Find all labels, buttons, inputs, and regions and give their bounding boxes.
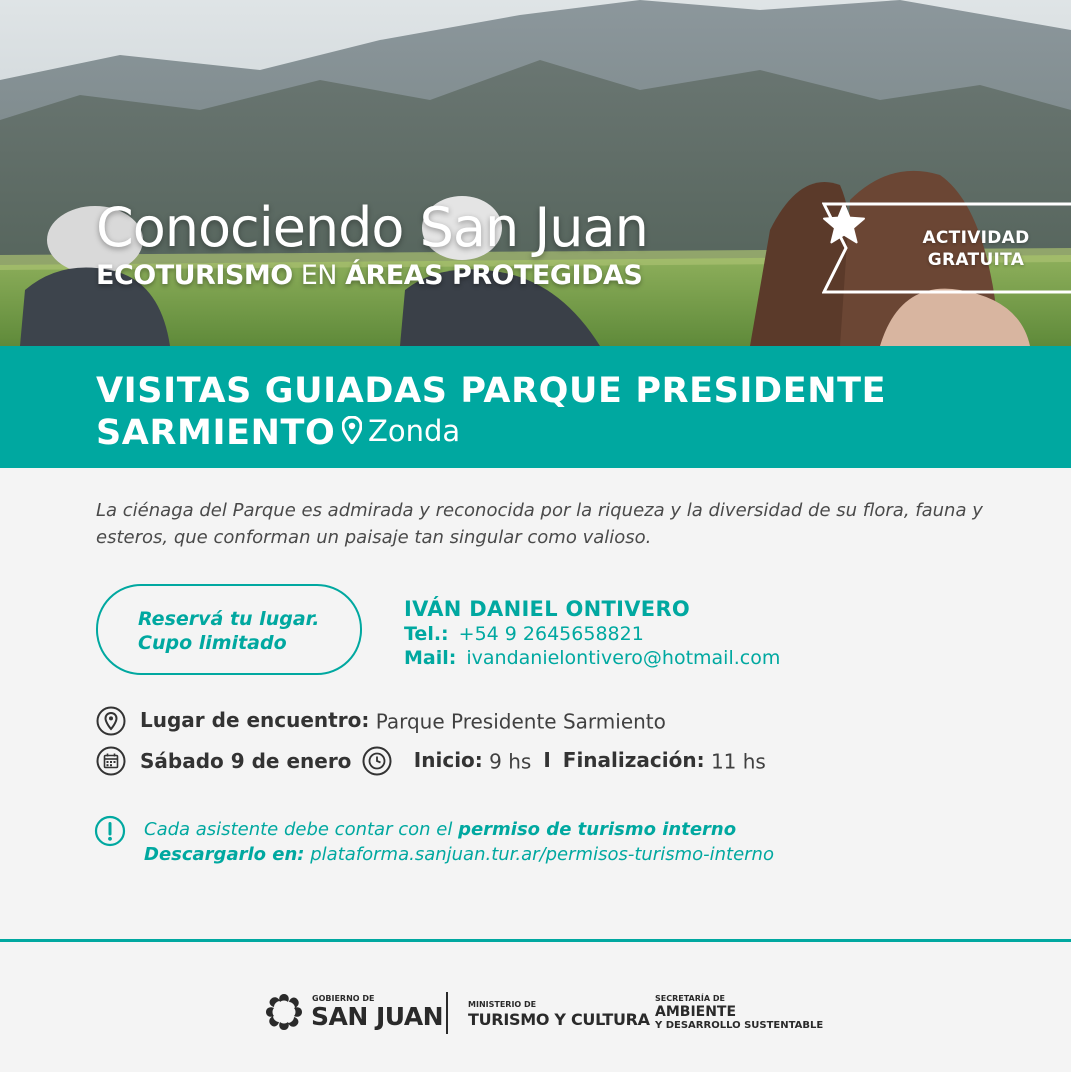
contact-name: IVÁN DANIEL ONTIVERO <box>404 597 691 621</box>
ministry-big-text: TURISMO Y CULTURA <box>468 1010 650 1029</box>
gobierno-san-juan-logo <box>262 990 444 1038</box>
star-icon <box>822 202 866 246</box>
meeting-value: Parque Presidente Sarmiento <box>375 709 666 734</box>
gov-big-text: SAN JUAN <box>311 1002 444 1031</box>
secretaria-logo <box>655 994 823 1032</box>
ministerio-logo <box>468 1000 650 1030</box>
badge-line-2: GRATUITA <box>927 250 1025 270</box>
time-separator: I <box>543 748 551 773</box>
start-label: Inicio: <box>413 748 483 773</box>
end-label: Finalización: <box>562 748 705 773</box>
subtitle-areas: ÁREAS PROTEGIDAS <box>345 260 643 291</box>
map-pin-icon <box>342 416 362 444</box>
event-title-band <box>0 346 1071 468</box>
mountain-landscape-photo <box>0 0 1071 346</box>
clock-icon <box>362 746 392 776</box>
schedule-row <box>96 746 766 776</box>
subtitle-en: EN <box>300 260 338 291</box>
footer <box>0 942 1071 1072</box>
hero-title: Conociendo San Juan <box>96 196 648 259</box>
notice-line-1 <box>144 817 774 842</box>
event-title-line-1: VISITAS GUIADAS PARQUE PRESIDENTE <box>96 371 887 411</box>
mail-value[interactable]: ivandanielontivero@hotmail.com <box>466 647 781 669</box>
contact-info <box>404 596 780 670</box>
event-location <box>342 414 460 448</box>
gov-small-text: GOBIERNO DE <box>312 994 375 1003</box>
phone-label: Tel.: <box>404 623 449 645</box>
secretary-mid-text: Y DESARROLLO SUSTENTABLE <box>655 1020 824 1031</box>
hero-banner <box>0 0 1071 346</box>
secretary-small-text: SECRETARÍA DE <box>655 994 725 1003</box>
event-description: La ciénaga del Parque es admirada y reconocida por la riqueza y la diversidad de su flora, fauna y esteros, que conforman un paisaje tan singular como valioso. <box>96 500 983 548</box>
hero-subtitle <box>96 260 642 291</box>
secretary-big-text: AMBIENTE <box>655 1004 737 1020</box>
location-icon <box>96 706 126 736</box>
footer-separator <box>446 992 448 1034</box>
end-value: 11 hs <box>710 749 766 774</box>
reserve-line-2: Cupo limitado <box>138 632 287 654</box>
event-title-line-2: SARMIENTO <box>96 413 336 453</box>
contact-phone-row <box>404 622 780 646</box>
notice-line-2-bold: Descargarlo en: <box>144 844 305 865</box>
phone-value[interactable]: +54 9 2645658821 <box>458 623 644 645</box>
notice-line-1-text: Cada asistente debe contar con el <box>144 819 453 840</box>
event-title <box>96 370 886 454</box>
reserve-line-1: Reservá tu lugar. <box>138 608 320 630</box>
notice-line-2 <box>144 842 774 867</box>
event-location-label: Zonda <box>368 414 461 448</box>
sun-logo-icon <box>262 990 306 1034</box>
permit-notice-text <box>144 817 774 867</box>
badge-line-1: ACTIVIDAD <box>922 228 1030 248</box>
alert-icon <box>94 815 126 847</box>
calendar-icon <box>96 746 126 776</box>
contact-mail-row <box>404 646 780 670</box>
notice-line-1-bold: permiso de turismo interno <box>458 819 737 840</box>
reserve-button[interactable] <box>96 584 362 675</box>
mail-label: Mail: <box>404 647 457 669</box>
badge-text <box>916 227 1036 271</box>
meeting-point-row <box>96 706 666 736</box>
reserve-button-label <box>138 607 320 655</box>
permit-download-link[interactable]: plataforma.sanjuan.tur.ar/permisos-turismo-interno <box>310 844 774 865</box>
free-activity-badge <box>822 202 1071 294</box>
meeting-label: Lugar de encuentro: <box>140 708 370 733</box>
subtitle-ecoturismo: ECOTURISMO <box>96 260 293 291</box>
start-value: 9 hs <box>489 749 532 774</box>
ministry-small-text: MINISTERIO DE <box>468 1000 537 1009</box>
event-date: Sábado 9 de enero <box>140 749 352 773</box>
